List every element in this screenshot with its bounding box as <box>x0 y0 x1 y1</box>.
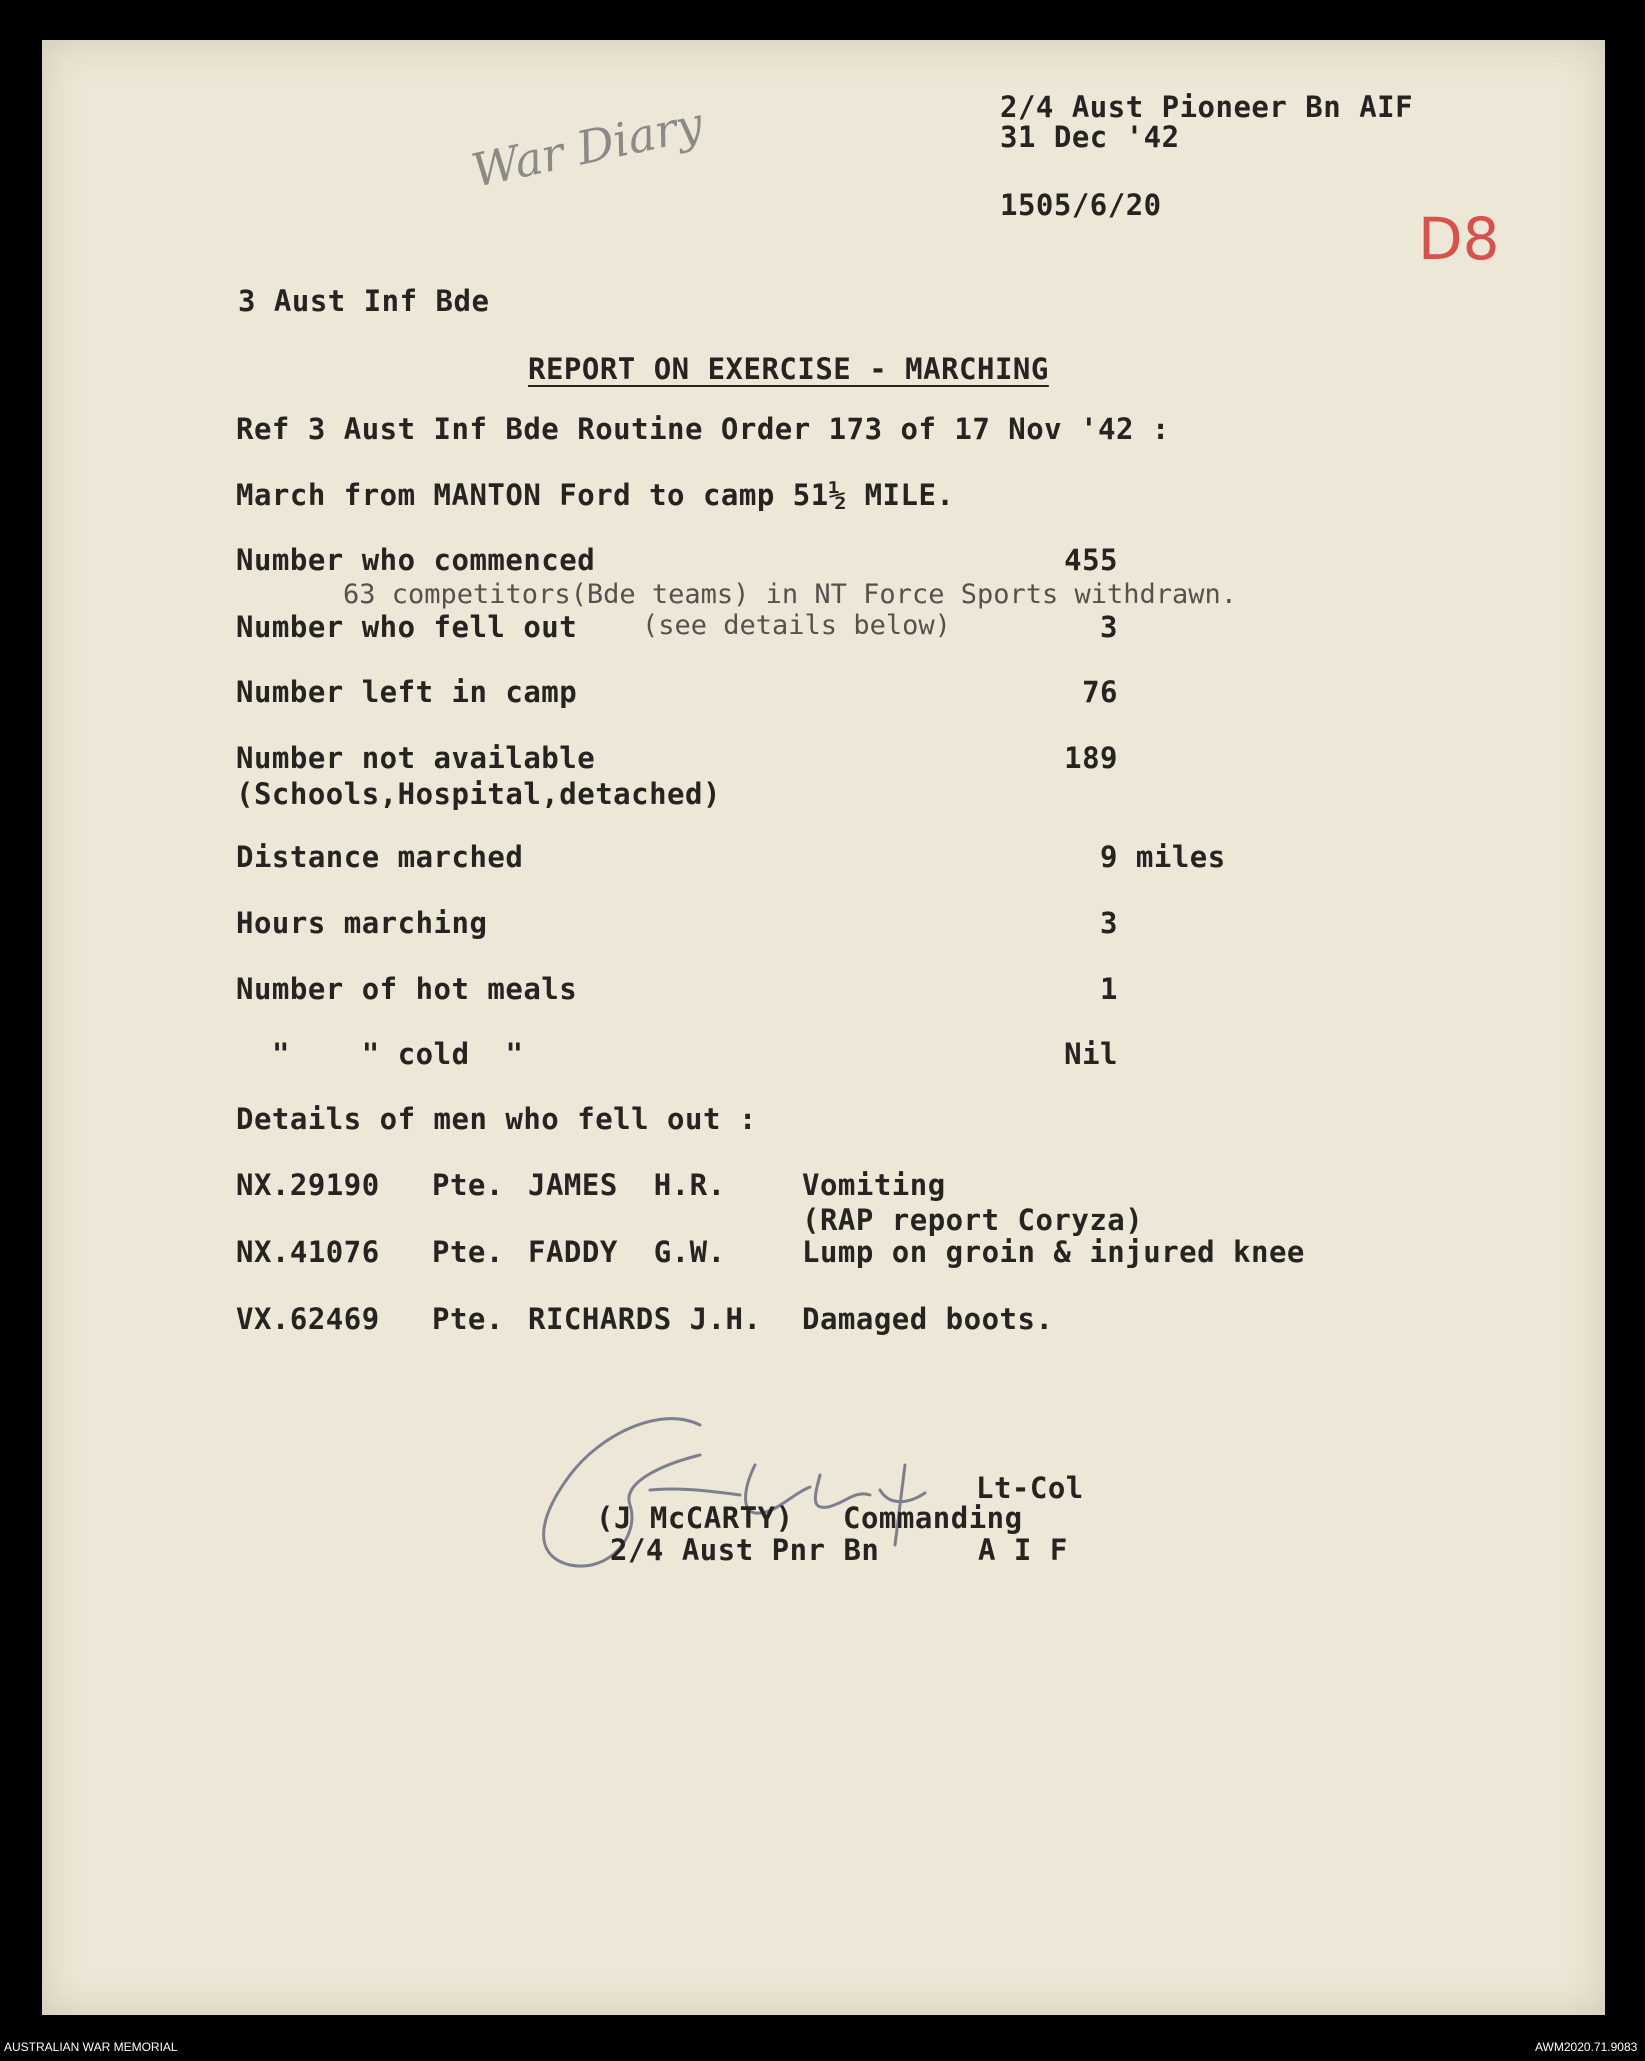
hours-value: 3 <box>1100 906 1118 940</box>
not-available-sub: (Schools,Hospital,detached) <box>236 777 721 811</box>
not-available-label: Number not available <box>236 741 596 775</box>
file-reference: 1505/6/20 <box>1000 188 1162 222</box>
hours-label: Hours marching <box>236 906 488 940</box>
not-available-value: 189 <box>1064 741 1118 775</box>
commenced-label: Number who commenced <box>236 543 596 577</box>
commenced-value: 455 <box>1064 543 1118 577</box>
man-rank: Pte. <box>432 1168 504 1202</box>
addressee: 3 Aust Inf Bde <box>238 284 490 318</box>
reference-line: Ref 3 Aust Inf Bde Routine Order 173 of 17 Nov '42 : <box>236 412 1170 446</box>
cold-meals-label: " " cold " <box>272 1037 524 1071</box>
document-page <box>42 40 1605 2015</box>
details-heading: Details of men who fell out : <box>236 1102 757 1136</box>
man-name: FADDY G.W. <box>528 1235 726 1269</box>
fell-out-value: 3 <box>1100 610 1118 644</box>
man-name: JAMES H.R. <box>528 1168 726 1202</box>
man-rank: Pte. <box>432 1235 504 1269</box>
cold-meals-value: Nil <box>1064 1037 1118 1071</box>
footer-right: AWM2020.71.9083 <box>1535 2040 1638 2054</box>
signatory-unit: 2/4 Aust Pnr Bn <box>610 1533 880 1567</box>
man-rank: Pte. <box>432 1302 504 1336</box>
left-in-camp-label: Number left in camp <box>236 675 578 709</box>
man-reason: Lump on groin & injured knee <box>802 1235 1305 1269</box>
distance-value: 9 miles <box>1100 840 1226 874</box>
man-number: VX.62469 <box>236 1302 380 1336</box>
signatory-name: (J McCARTY) <box>596 1501 794 1535</box>
left-in-camp-value: 76 <box>1082 675 1118 709</box>
march-line: March from MANTON Ford to camp 51½ MILE. <box>236 478 955 512</box>
distance-label: Distance marched <box>236 840 524 874</box>
header-unit: 2/4 Aust Pioneer Bn AIF <box>1000 90 1414 124</box>
fell-out-label: Number who fell out <box>236 610 578 644</box>
signatory-aif: A I F <box>978 1533 1068 1567</box>
signatory-role: Commanding <box>843 1501 1023 1535</box>
man-number: NX.29190 <box>236 1168 380 1202</box>
red-mark: D8 <box>1418 205 1500 273</box>
report-title: REPORT ON EXERCISE - MARCHING <box>528 352 1049 386</box>
competitors-note: 63 competitors(Bde teams) in NT Force Sports withdrawn. <box>343 579 1238 610</box>
man-number: NX.41076 <box>236 1235 380 1269</box>
hot-meals-value: 1 <box>1100 972 1118 1006</box>
man-name: RICHARDS J.H. <box>528 1302 762 1336</box>
pencil-note-war-diary: War Diary <box>466 96 708 198</box>
header-date: 31 Dec '42 <box>1000 120 1180 154</box>
man-reason: Vomiting <box>802 1168 946 1202</box>
signatory-rank: Lt-Col <box>976 1471 1084 1505</box>
fell-out-note: (see details below) <box>642 610 951 641</box>
footer-left: AUSTRALIAN WAR MEMORIAL <box>4 2040 178 2054</box>
man-reason-note: (RAP report Coryza) <box>802 1203 1144 1237</box>
hot-meals-label: Number of hot meals <box>236 972 578 1006</box>
man-reason: Damaged boots. <box>802 1302 1054 1336</box>
